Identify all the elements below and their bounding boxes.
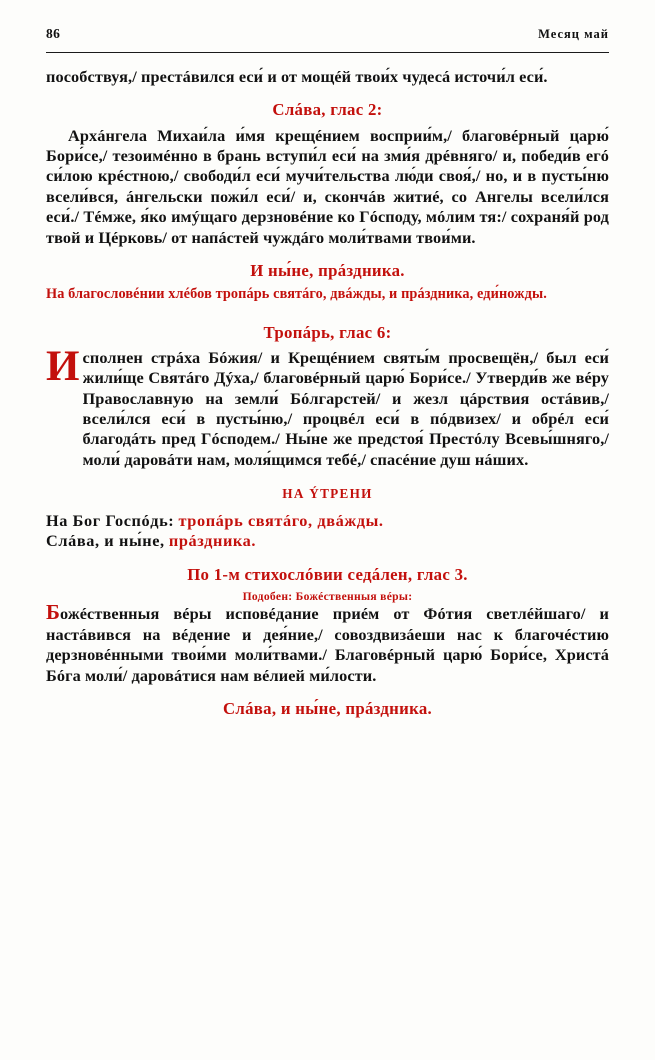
na-bog-gospod-rubric: тропáрь святáго, двáжды. — [178, 510, 384, 530]
sedalen-text: ожéственныя вéры исповéдание приéм от Фóтия светлéйшаго/ и настáвився на вéдение и дея́ние,/ совоздвизáеши нас к благочéстию дерзновéнными твои́ми моли́твами./ Благовéрный царю́ Бори́се, Христá Бóга моли́/ даровáтися нам вéлией ми́лости. — [46, 604, 609, 685]
na-bog-gospod-label: На Бог Госпóдь: — [46, 510, 175, 530]
page-body — [46, 67, 609, 719]
heading-i-nyne-prazdnika: И ны́не, прáздника. — [250, 261, 405, 281]
paragraph-slava-glas-2: Архáнгела Михаи́ла и́мя крещéнием восприи́м,/ благовéрный царю́ Бори́се,/ тезоимéнно в брань вступи́л еси́ на зми́я дрéвняго/ и, победи́в егó си́лою крéстною,/ свободи́л еси́ мучи́тельства лю́ди своя́,/ но, и в пусты́ню всели́вся, áнгельски пожи́л еси́/ и, скончáв житиé, со Ангелы всели́лся еси́./ Тéмже, я́ко имýщаго дерзновéние ко Гóсподу, мóлим тя:/ сохраня́й род твой и Цéрковь/ от напáстей чуждáго моли́твами твои́ми. — [46, 125, 609, 247]
heading-slava-glas-2: Слáва, глас 2: — [272, 100, 383, 120]
page-number: 86 — [46, 26, 61, 41]
paragraph-tropar-text: сполнен стрáха Бóжия/ и Крещéнием святы́м просвещён,/ был еси́ жили́ще Святáго Дýха,/ благовéрный царю́ Бори́се./ Утверди́в же вéру Православную на земли́ Бóлгарстей/ и жезл цáрствия остáвив,/ всели́лся еси́ в пусты́ню,/ процвéл еси́ в пóдвизех/ и обрéл еси́ благодáть пред Гóсподем./ Ны́не же предстоя́ Престóлу Всевы́шняго,/ моли́ даровáти нам, моля́щимся тебé,/ спасéние душ нáших. — [82, 347, 609, 469]
page-header — [46, 26, 609, 42]
heading-tropar-glas-6: Тропáрь, глас 6: — [263, 322, 392, 342]
podoben-value: Божéственныя вéры: — [295, 589, 413, 603]
sedalen-initial: Б — [46, 600, 60, 625]
dropcap-initial: И — [46, 342, 80, 390]
heading-po-1-m-stihoslovii: По 1-м стихослóвии седáлен, глас 3. — [187, 564, 468, 584]
heading-na-utreni: НА ÝТРЕНИ — [282, 486, 373, 502]
slava-i-nyne-label: Слáва, и ны́не, — [46, 531, 165, 551]
paragraph-na-bog-gospod — [46, 511, 609, 552]
heading-slava-i-nyne-prazdnika: Слáва, и ны́не, прáздника. — [222, 699, 433, 719]
header-divider — [46, 52, 609, 53]
slava-i-nyne-rubric: прáздника. — [168, 531, 257, 551]
paragraph-continuation: пособствуя,/ престáвился еси́ и от мощéй твои́х чудесá источи́л еси́. — [46, 67, 548, 86]
running-title: Месяц май — [538, 27, 609, 41]
rubric-blagoslovenie-hlebov: На благословéнии хлéбов тропáрь святáго, двáжды, и прáздника, еди́ножды. — [46, 286, 547, 303]
podoben-label: Подобен: — [242, 589, 293, 603]
paragraph-sedalen — [46, 600, 609, 686]
podoben-line — [46, 590, 609, 605]
paragraph-tropar-block — [46, 342, 609, 471]
